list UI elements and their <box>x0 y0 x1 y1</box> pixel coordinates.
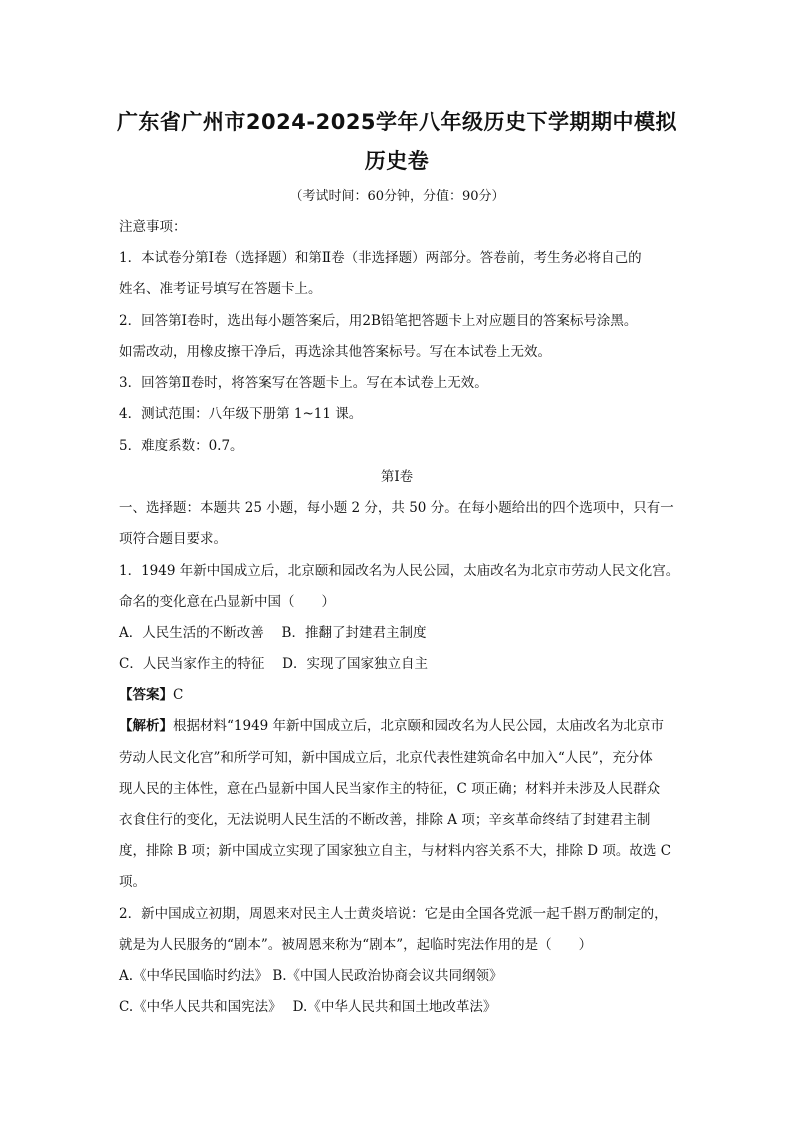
analysis-label: 【解析】 <box>119 718 173 734</box>
analysis-line: 现人民的主体性，意在凸显新中国人民当家作主的特征，C 项正确；材料并未涉及人民群众 <box>119 781 661 797</box>
answer-label: 【答案】 <box>119 687 173 703</box>
question-1-stem: 1．1949 年新中国成立后，北京颐和园改名为人民公园，太庙改名为北京市劳动人民文化宫。 <box>119 563 680 579</box>
question-2-options: A.《中华民国临时约法》 B.《中国人民政治协商会议共同纲领》 <box>119 968 503 984</box>
analysis-text: 根据材料“1949 年新中国成立后，北京颐和园改名为人民公园，太庙改名为北京市 <box>173 718 665 734</box>
notice-line: 5．难度系数：0.7。 <box>119 438 244 454</box>
section-intro: 一、选择题：本题共 25 小题，每小题 2 分，共 50 分。在每小题给出的四个选项中，只有一 <box>119 500 674 516</box>
question-2-options: C.《中华人民共和国宪法》 D.《中华人民共和国土地改革法》 <box>119 999 497 1015</box>
analysis-line: 度，排除 B 项；新中国成立实现了国家独立自主，与材料内容关系不大，排除 D 项。故选 C <box>119 843 672 859</box>
question-1-options: C．人民当家作主的特征 D．实现了国家独立自主 <box>119 656 428 672</box>
question-2-stem: 2．新中国成立初期，周恩来对民主人士黄炎培说：它是由全国各党派一起千斟万酌制定的， <box>119 906 668 922</box>
question-2-stem: 就是为人民服务的“剧本”。被周恩来称为“剧本”，起临时宪法作用的是（ ） <box>119 937 593 953</box>
analysis-line: 劳动人民文化宫”和所学可知，新中国成立后，北京代表性建筑命名中加入“人民”，充分体 <box>119 750 653 766</box>
answer-value: C <box>173 687 184 703</box>
question-1-analysis <box>119 717 664 735</box>
question-1-options: A．人民生活的不断改善 B．推翻了封建君主制度 <box>119 625 427 641</box>
notice-line: 如需改动，用橡皮擦干净后，再选涂其他答案标号。写在本试卷上无效。 <box>119 344 551 360</box>
notice-line: 3．回答第Ⅱ卷时，将答案写在答题卡上。写在本试卷上无效。 <box>119 375 488 391</box>
notice-line: 姓名、准考证号填写在答题卡上。 <box>119 281 322 297</box>
notice-line: 2．回答第Ⅰ卷时，选出每小题答案后，用2B铅笔把答题卡上对应题目的答案标号涂黑。 <box>119 313 638 329</box>
notice-line: 4．测试范围：八年级下册第 1~11 课。 <box>119 406 363 422</box>
section-intro: 项符合题目要求。 <box>119 531 227 547</box>
analysis-line: 项。 <box>119 874 146 890</box>
question-1-stem: 命名的变化意在凸显新中国（ ） <box>119 594 335 610</box>
analysis-line: 衣食住行的变化，无法说明人民生活的不断改善，排除 A 项；辛亥革命终结了封建君主制 <box>119 812 651 828</box>
exam-info: （考试时间：60分钟，分值：90分） <box>289 189 505 204</box>
notice-heading: 注意事项： <box>119 219 187 235</box>
notice-line: 1．本试卷分第Ⅰ卷（选择题）和第Ⅱ卷（非选择题）两部分。答卷前，考生务必将自己的 <box>119 250 642 266</box>
volume-label: 第Ⅰ卷 <box>380 469 414 485</box>
page-title: 广东省广州市2024-2025学年八年级历史下学期期中模拟 <box>116 110 678 134</box>
page-subtitle: 历史卷 <box>364 149 430 173</box>
question-1-answer <box>119 686 183 704</box>
